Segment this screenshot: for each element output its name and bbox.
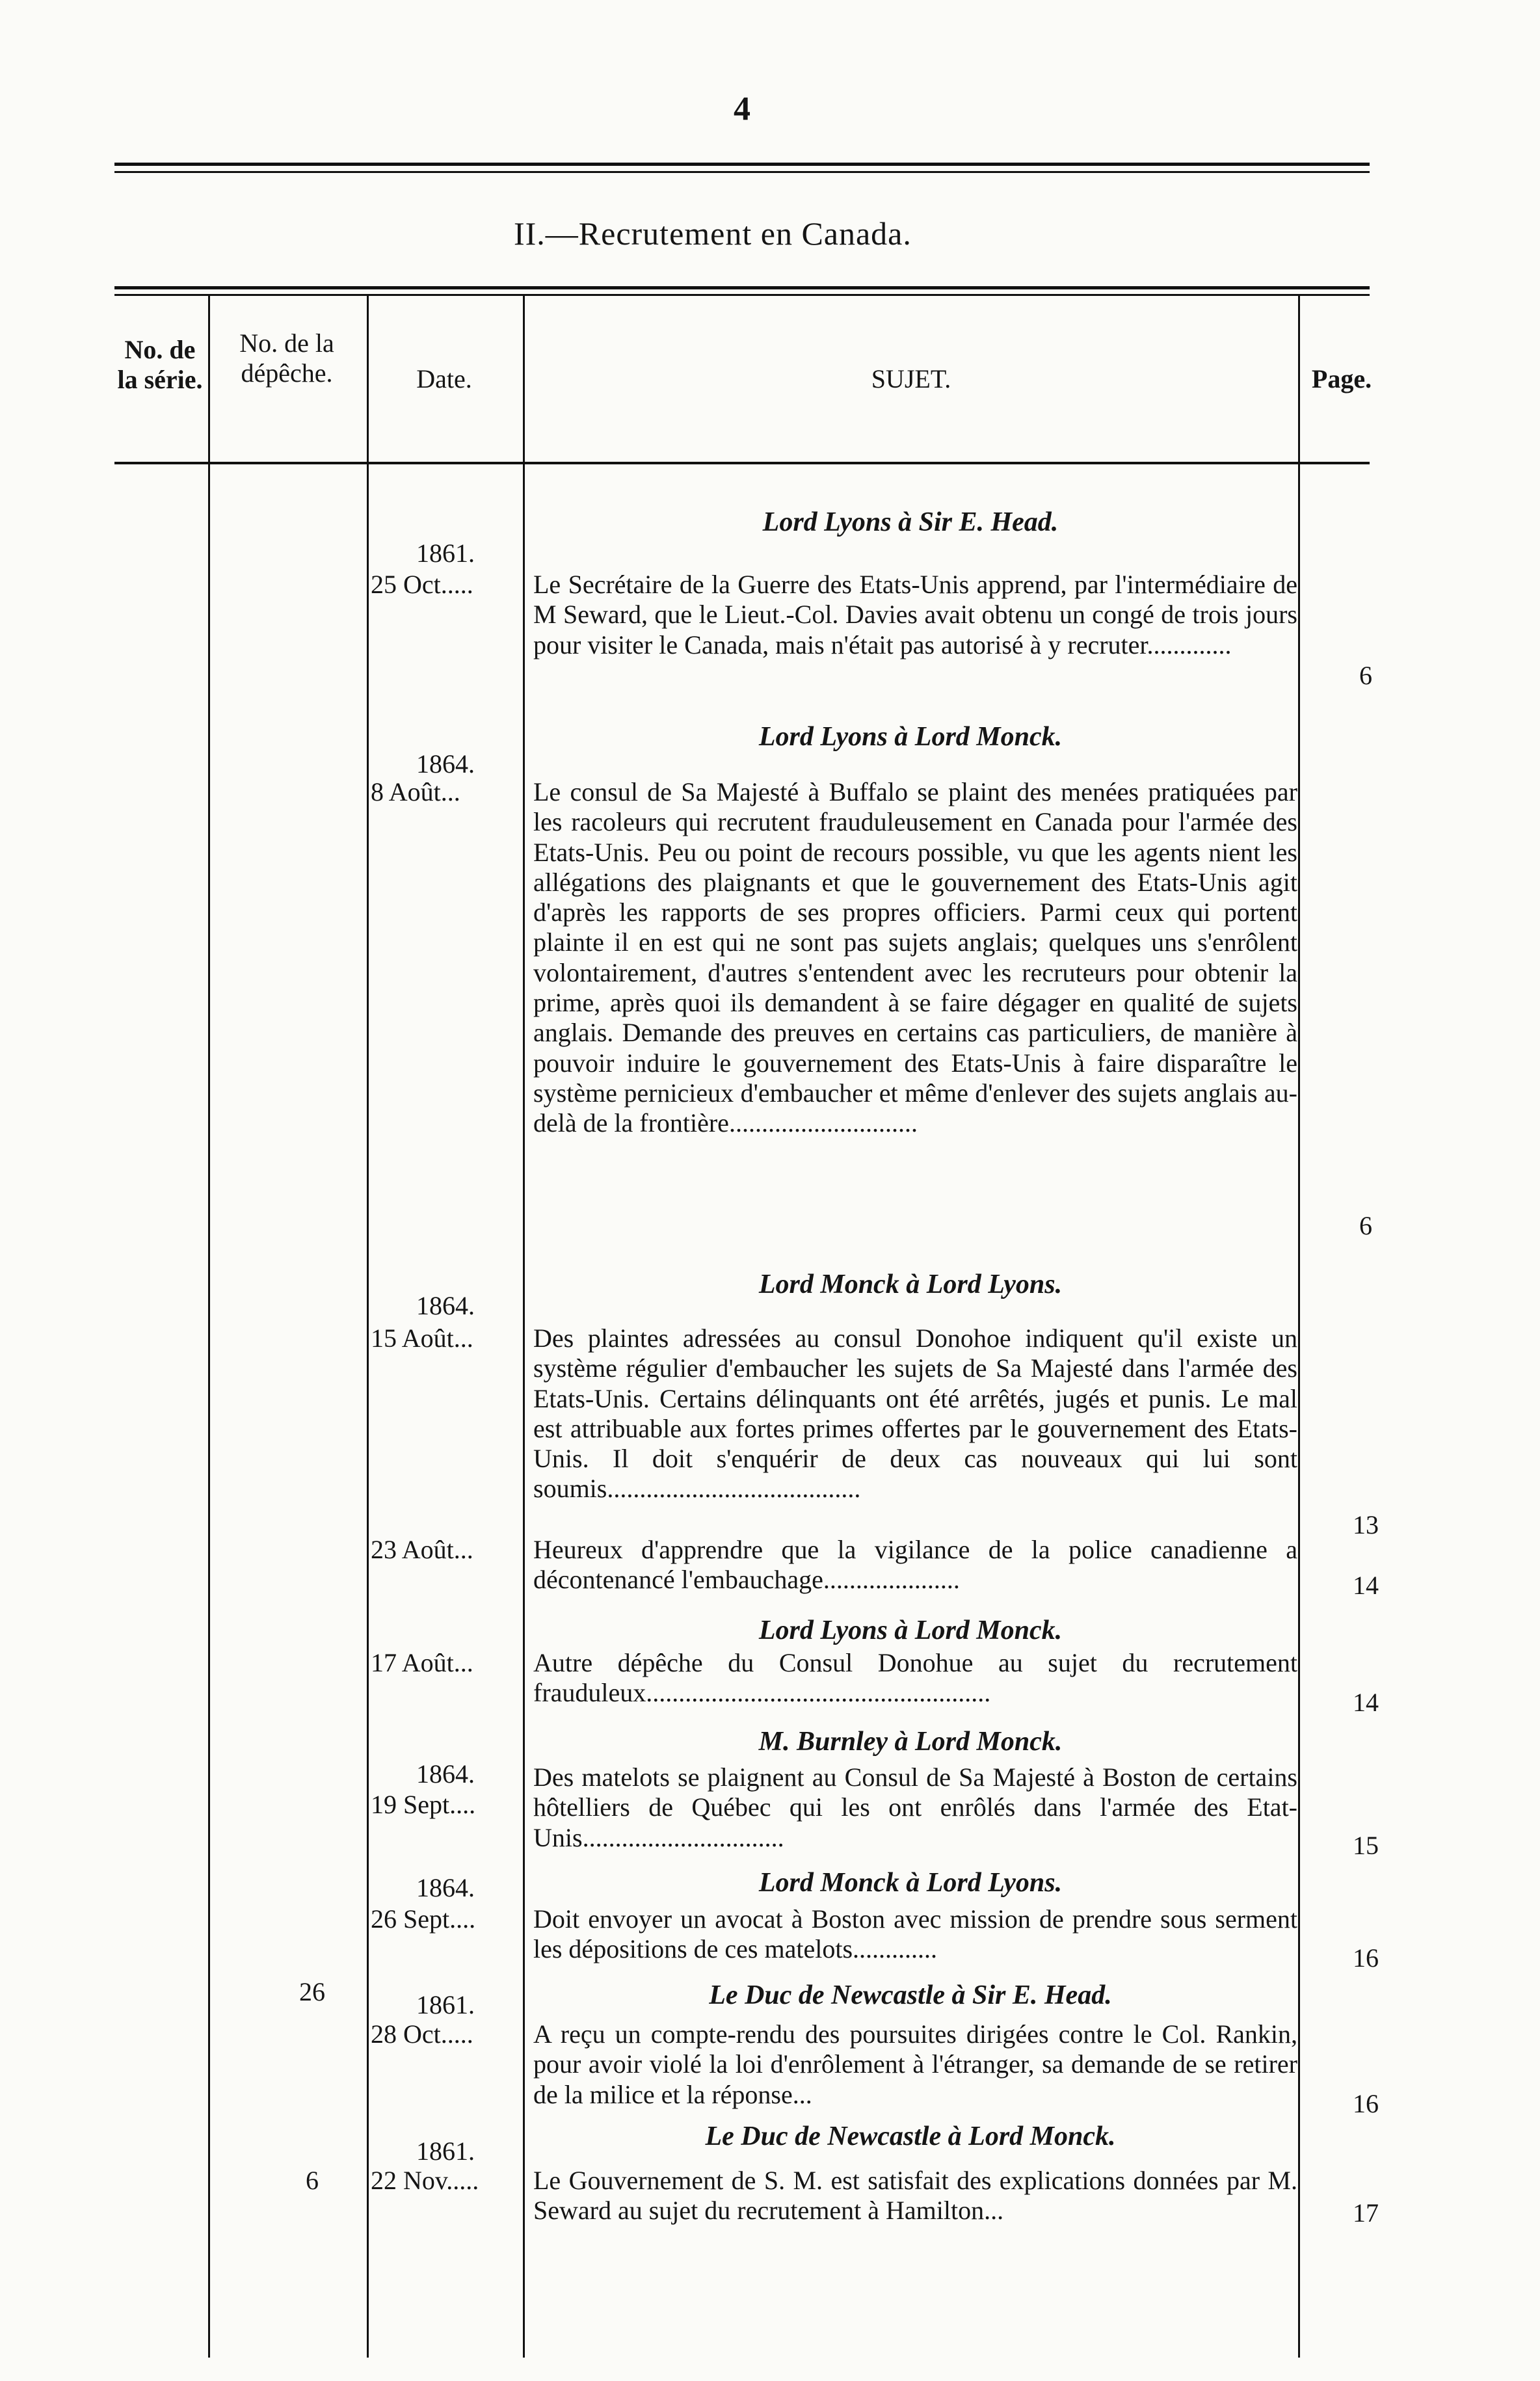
date: 15 Août... (371, 1324, 473, 1353)
year: 1861. (416, 2136, 475, 2166)
column-divider (523, 296, 525, 2358)
date: 23 Août... (371, 1535, 473, 1564)
correspondents: Le Duc de Newcastle à Sir E. Head. (709, 1980, 1112, 2010)
year: 1861. (416, 1990, 475, 2019)
page-ref: 6 (1359, 661, 1372, 690)
year: 1864. (416, 1291, 475, 1320)
correspondents: Lord Monck à Lord Lyons. (758, 1868, 1063, 1898)
date: 28 Oct..... (371, 2019, 473, 2049)
header-rule-bottom (114, 462, 1370, 464)
subject: Le Secrétaire de la Guerre des Etats-Unis apprend, par l'intermédiaire de M Seward, que le Lieut.-Col. Davies avait obtenu un congé de trois jours pour visiter le Canada, mais n'était pas autorisé à y recruter............. (533, 570, 1297, 659)
page-ref: 15 (1353, 1831, 1379, 1860)
correspondents: Lord Lyons à Lord Monck. (758, 1616, 1063, 1645)
year: 1864. (416, 1759, 475, 1789)
page-ref: 13 (1353, 1510, 1379, 1539)
subject: Des plaintes adressées au consul Donohoe indiquent qu'il existe un système régulier d'embaucher les sujets de Sa Majesté dans l'armée des Etats-Unis. Certains délinquants ont été arrêtés, jugés et punis. Le mal est attribuable aux fortes primes offertes par le gouvernement des Etats-Unis. Il doit s'enquérir de deux cas nouveaux qui lui sont soumis....................................... (533, 1324, 1297, 1504)
col-header-page: Page. (1311, 364, 1372, 393)
column-divider (1298, 296, 1300, 2358)
serial-number: 6 (306, 2166, 319, 2195)
col-header-date: Date. (416, 364, 472, 393)
column-divider (367, 296, 369, 2358)
year: 1861. (416, 539, 475, 568)
page-ref: 14 (1353, 1688, 1379, 1717)
col-header-serie: No. de la série. (117, 335, 203, 394)
correspondents: Lord Lyons à Sir E. Head. (762, 507, 1059, 537)
date: 17 Août... (371, 1648, 473, 1677)
col-header-depeche: No. de la dépêche. (239, 328, 334, 388)
subject: Des matelots se plaignent au Consul de Sa Majesté à Boston de certains hôtelliers de Québec qui les ont enrôlés dans l'armée des Etat-Unis............................... (533, 1762, 1297, 1852)
subject: Autre dépêche du Consul Donohue au sujet du recrutement frauduleux..................................................... (533, 1648, 1297, 1708)
date: 26 Sept.... (371, 1904, 476, 1934)
header-rule-thin (114, 294, 1370, 296)
page-ref: 6 (1359, 1211, 1372, 1240)
serial-number: 26 (299, 1977, 325, 2006)
correspondents: Lord Monck à Lord Lyons. (758, 1270, 1063, 1299)
page-ref: 16 (1353, 1943, 1379, 1973)
header-rule-top (114, 286, 1370, 289)
correspondents: Lord Lyons à Lord Monck. (758, 722, 1063, 752)
top-rule (114, 163, 1370, 166)
page-number: 4 (734, 90, 750, 127)
year: 1864. (416, 749, 475, 778)
subject: Doit envoyer un avocat à Boston avec mission de prendre sous serment les dépositions de ces matelots............. (533, 1904, 1297, 1964)
page-ref: 14 (1353, 1571, 1379, 1600)
correspondents: Le Duc de Newcastle à Lord Monck. (705, 2122, 1116, 2151)
top-rule-thin (114, 171, 1370, 173)
col-header-sujet: SUJET. (871, 364, 951, 393)
date: 25 Oct..... (371, 570, 473, 599)
subject: Heureux d'apprendre que la vigilance de la police canadienne a décontenancé l'embauchage..................... (533, 1535, 1297, 1595)
year: 1864. (416, 1873, 475, 1902)
subject: A reçu un compte-rendu des poursuites dirigées contre le Col. Rankin, pour avoir violé la loi d'enrôlement à l'étranger, sa demande de se retirer de la milice et la réponse... (533, 2019, 1297, 2109)
date: 22 Nov..... (371, 2166, 479, 2195)
page-ref: 17 (1353, 2198, 1379, 2228)
section-title: II.—Recrutement en Canada. (514, 215, 912, 252)
date: 8 Août... (371, 777, 460, 806)
page-ref: 16 (1353, 2089, 1379, 2118)
correspondents: M. Burnley à Lord Monck. (758, 1727, 1063, 1757)
subject: Le consul de Sa Majesté à Buffalo se plaint des menées pratiquées par les racoleurs qui recrutent frauduleusement en Canada pour l'armée des Etats-Unis. Peu ou point de recours possible, vu que les agents nient les allégations des plaignants et que le gouvernement des Etats-Unis agit d'après les rapports de ses propres officiers. Parmi ceux qui portent plainte il en est qui ne sont pas sujets anglais; quelques uns s'enrôlent volontairement, d'autres s'entendent avec les recruteurs pour obtenir la prime, après quoi ils demandent à se faire dégager en qualité de sujets anglais. Demande des preuves en certains cas particuliers, de manière à pouvoir induire le gouvernement des Etats-Unis à faire disparaître le système pernicieux d'embaucher et même d'enlever des sujets anglais au-delà de la frontière............................. (533, 777, 1297, 1138)
column-divider (208, 296, 210, 2358)
date: 19 Sept.... (371, 1790, 476, 1819)
subject: Le Gouvernement de S. M. est satisfait des explications données par M. Seward au sujet du recrutement à Hamilton... (533, 2166, 1297, 2226)
